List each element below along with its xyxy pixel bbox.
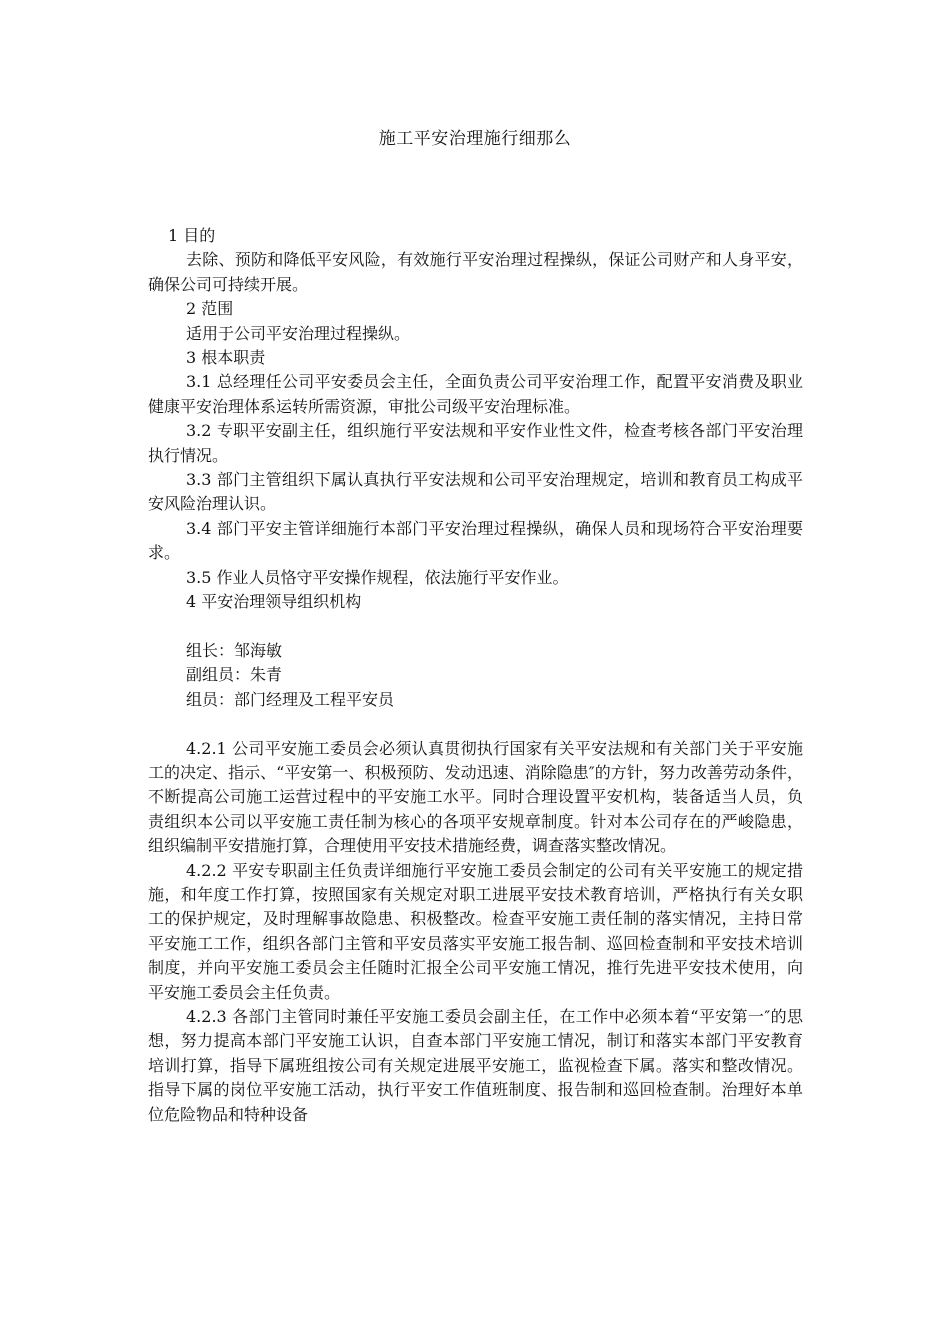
group-deputy: 副组员：朱青 (186, 665, 283, 685)
section-4-2-1-text: 4.2.1 公司平安施工委员会必须认真贯彻执行国家有关平安法规和有关部门关于平安施工的决定、指示、“平安第一、积极预防、发动迅速、消除隐患″的方针，努力改善劳动条件，不断提高公司施工运营过程中的平安施工水平。同时合理设置平安机构，装备适当人员，负责组织本公司以平安施工责任制为核心的各项平安规章制度。针对本公司存在的严峻隐患，组织编制平安措施打算，合理使用平安技术措施经费，调查落实整改情况。 (148, 738, 803, 856)
section-3-4-text: 3.4 部门平安主管详细施行本部门平安治理过程操纵，确保人员和现场符合平安治理要求。 (148, 518, 803, 563)
section-1-heading: 1 目的 (168, 226, 216, 245)
blank-line (148, 615, 803, 639)
group-leader: 组长：邹海敏 (186, 640, 283, 660)
section-3-heading: 3 根本职责 (186, 348, 266, 368)
section-4-2-3-text: 4.2.3 各部门主管同时兼任平安施工委员会副主任，在工作中必须本着“平安第一″的思想，努力提高本部门平安施工认识，自查本部门平安施工情况，制订和落实本部门平安教育培训打算，指导下属班组按公司有关规定进展平安施工，监视检查下属。落实和整改情况。指导下属的岗位平安施工活动，执行平安工作值班制度、报告制和巡回检查制。治理好本单位危险物品和特种设备 (148, 1006, 803, 1124)
section-4-2-2-text: 4.2.2 平安专职副主任负责详细施行平安施工委员会制定的公司有关平安施工的规定措施，和年度工作打算，按照国家有关规定对职工进展平安技术教育培训，严格执行有关女职工的保护规定，及时理解事故隐患、积极整改。检查平安施工责任制的落实情况，主持日常平安施工工作，组织各部门主管和平安员落实平安施工报告制、巡回检查制和平安技术培训制度，并向平安施工委员会主任随时汇报全公司平安施工情况，推行先进平安技术使用，向平安施工委员会主任负责。 (148, 860, 803, 1002)
group-members: 组员：部门经理及工程平安员 (186, 689, 395, 709)
section-2-text: 适用于公司平安治理过程操纵。 (186, 323, 411, 343)
section-4-heading: 4 平安治理领导组织机构 (186, 592, 362, 612)
document-title: 施工平安治理施行细那么 (378, 129, 572, 149)
section-2-heading: 2 范围 (186, 299, 234, 319)
section-3-2-text: 3.2 专职平安副主任，组织施行平安法规和平安作业性文件，检查考核各部门平安治理执行情况。 (148, 421, 803, 465)
section-1-text: 去除、预防和降低平安风险，有效施行平安治理过程操纵，保证公司财产和人身平安，确保公司可持续开展。 (148, 250, 803, 294)
blank-line (148, 712, 803, 736)
document-body (148, 224, 803, 1127)
section-3-5-text: 3.5 作业人员恪守平安操作规程，依法施行平安作业。 (186, 567, 569, 587)
section-3-1-text: 3.1 总经理任公司平安委员会主任，全面负责公司平安治理工作，配置平安消费及职业健康平安治理体系运转所需资源，审批公司级平安治理标准。 (148, 372, 803, 416)
section-3-3-text: 3.3 部门主管组织下属认真执行平安法规和公司平安治理规定，培训和教育员工构成平安风险治理认识。 (148, 470, 803, 514)
